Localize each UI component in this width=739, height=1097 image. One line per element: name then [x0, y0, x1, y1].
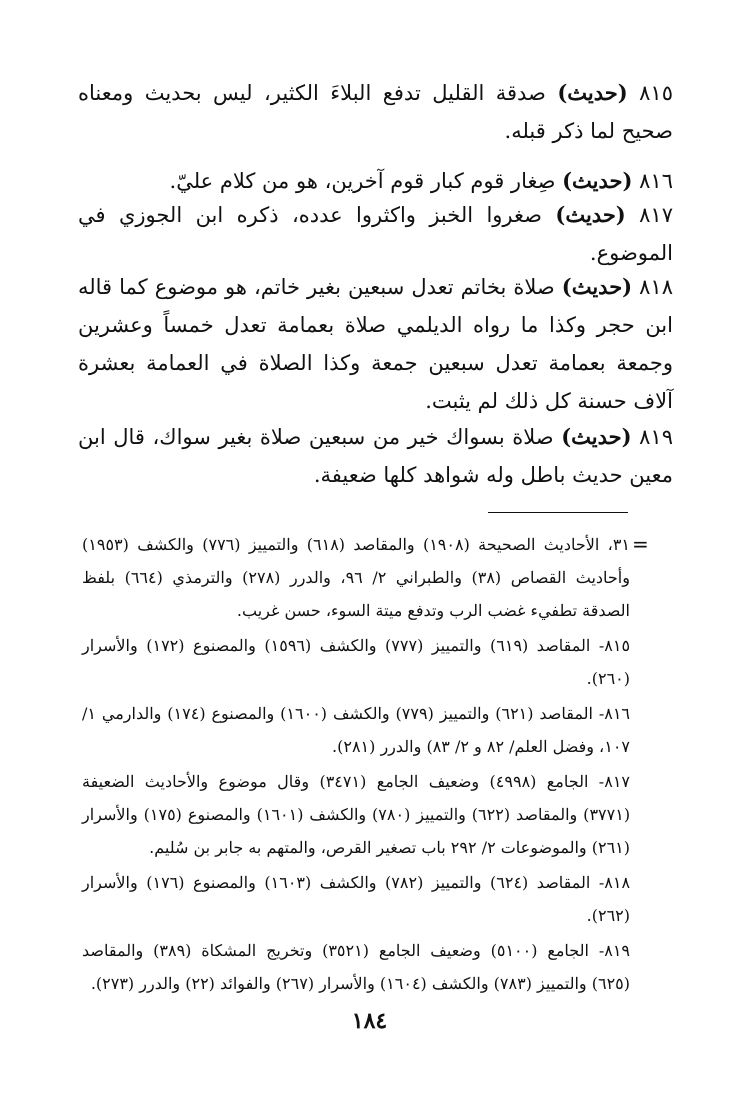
- entry-number: ٨١٥: [639, 81, 673, 105]
- footnote-item: ٨١٥- المقاصد (٦١٩) والتمييز (٧٧٧) والكشف (١٥٩٦) والمصنوع (١٧٢) والأسرار (٢٦٠).: [82, 636, 631, 688]
- entry-text: صِغار قوم كبار قوم آخرين، هو من كلام عليّ.: [169, 169, 556, 193]
- hadith-entry-819: [78, 418, 673, 494]
- footnote-item: ٨١٩- الجامع (٥١٠٠) وضعيف الجامع (٣٥٢١) وتخريج المشكاة (٣٨٩) والمقاصد (٦٢٥) والتمييز (٧٨٣) والكشف (١٦٠٤) والأسرار (٢٦٧) والفوائد (٢٢) والدرر (٢٧٣).: [82, 941, 631, 993]
- entry-text: صلاة بسواك خير من سبعين صلاة بغير سواك، قال ابن معين حديث باطل وله شواهد كلها ضعيفة.: [78, 425, 673, 487]
- hadith-entry-818: [78, 268, 673, 420]
- entry-number: ٨١٧: [639, 203, 673, 227]
- entry-text: صلاة بخاتم تعدل سبعين بغير خاتم، هو موضوع كما قاله ابن حجر وكذا ما رواه الديلمي صلاة بعمامة تعدل خمساً وعشرين وجمعة بعمامة تعدل سبعين جمعة وكذا الصلاة في العمامة بعشرة آلاف حسنة كل ذلك لم يثبت.: [78, 275, 673, 413]
- entry-label: (حديث): [555, 202, 626, 227]
- entry-label: (حديث): [561, 274, 633, 299]
- footnotes-section: [82, 528, 630, 1000]
- entry-text: صغروا الخبز واكثروا عدده، ذكره ابن الجوزي في الموضوع.: [78, 203, 673, 265]
- footnote-item: ٣١، الأحاديث الصحيحة (١٩٠٨) والمقاصد (٦١٨) والتمييز (٧٧٦) والكشف (١٩٥٣) وأحاديث القصاص (٣٨) والطبراني ٢/ ٩٦، والدرر (٢٧٨) والترمذي (٦٦٤) بلفظ الصدقة تطفيء غضب الرب وتدفع ميتة السوء، حسن غريب.: [82, 535, 631, 620]
- entry-number: ٨١٩: [639, 425, 673, 449]
- footnote-continuation-mark: =: [632, 532, 649, 556]
- footnote-item: ٨١٦- المقاصد (٦٢١) والتمييز (٧٧٩) والكشف (١٦٠٠) والمصنوع (١٧٤) والدارمي ١/ ١٠٧، وفضل العلم/ ٨٢ و ٢/ ٨٣) والدرر (٢٨١).: [82, 704, 630, 756]
- entry-label: (حديث): [561, 424, 632, 449]
- entry-number: ٨١٦: [639, 169, 673, 193]
- footnote-item: ٨١٨- المقاصد (٦٢٤) والتمييز (٧٨٢) والكشف (١٦٠٣) والمصنوع (١٧٦) والأسرار (٢٦٢).: [82, 873, 631, 925]
- footnote-divider: [488, 512, 628, 513]
- entry-label: (حديث): [557, 80, 628, 105]
- hadith-entry-816: [78, 162, 673, 200]
- entry-number: ٨١٨: [639, 275, 673, 299]
- footnote-item: ٨١٧- الجامع (٤٩٩٨) وضعيف الجامع (٣٤٧١) وقال موضوع والأحاديث الضعيفة (٣٧٧١) والمقاصد (٦٢٢) والتمييز (٧٨٠) والكشف (١٦٠١) والمصنوع (١٧٥) والأسرار (٢٦١) والموضوعات ٢/ ٢٩٢ باب تصغير القرص، والمتهم به جابر بن سُليم.: [82, 772, 631, 857]
- hadith-entry-817: [78, 196, 673, 272]
- entry-label: (حديث): [562, 168, 633, 193]
- page-number: ١٨٤: [351, 1008, 388, 1034]
- hadith-entry-815: [78, 74, 673, 150]
- entry-text: صدقة القليل تدفع البلاءَ الكثير، ليس بحديث ومعناه صحيح لما ذكر قبله.: [78, 81, 673, 143]
